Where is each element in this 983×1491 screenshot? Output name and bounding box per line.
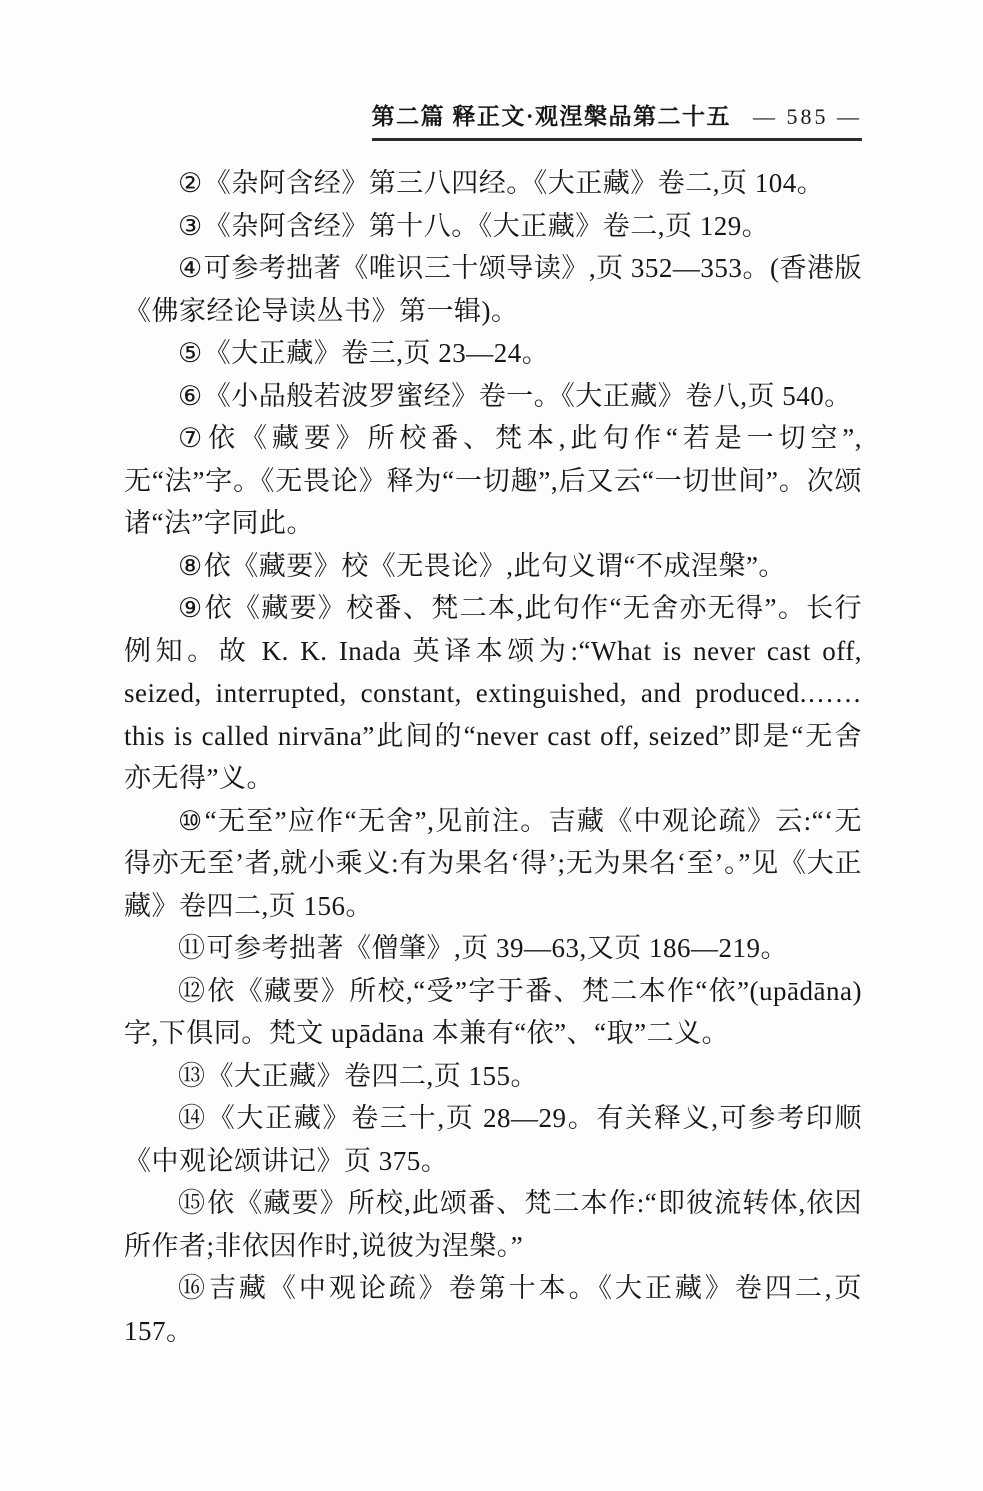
footnote-marker: ⑤ <box>178 338 203 368</box>
footnote-marker: ② <box>178 168 203 198</box>
chapter-title: 第二篇 释正文·观涅槃品第二十五 <box>371 104 731 129</box>
footnote-text: 依《藏要》校番、梵二本,此句作“无舍亦无得”。长行例知。故 K. K. Inada 英译本颂为:“What is never cast off, seized, interrupted, constant, extinguished, and produced.……this is called nirvāna”此间的“never cast off, seized”即是“无舍亦无得”义。 <box>124 593 862 793</box>
footnote-3 <box>124 205 862 248</box>
footnote-16 <box>124 1267 862 1352</box>
footnote-11 <box>124 927 862 970</box>
page-number: — 585 — <box>753 104 862 129</box>
footnote-4 <box>124 247 862 332</box>
footnote-marker: ⑩ <box>178 805 204 836</box>
footnote-marker: ⑭ <box>178 1103 207 1133</box>
footnote-text: 依《藏要》所校番、梵本,此句作“若是一切空”,无“法”字。《无畏论》释为“一切趣”,后又云“一切世间”。次颂诸“法”字同此。 <box>124 423 862 538</box>
footnote-marker: ⑦ <box>178 423 208 453</box>
footnote-marker: ⑬ <box>178 1060 206 1091</box>
footnote-15 <box>124 1182 862 1267</box>
running-header-row <box>0 98 862 141</box>
footnote-marker: ⑯ <box>178 1273 208 1303</box>
footnote-text: 《大正藏》卷三,页 23—24。 <box>203 338 550 368</box>
footnote-14 <box>124 1097 862 1182</box>
footnotes-block <box>124 162 862 1352</box>
footnote-marker: ⑪ <box>178 933 206 963</box>
footnote-marker: ⑥ <box>178 380 203 411</box>
footnote-text: 《小品般若波罗蜜经》卷一。《大正藏》卷八,页 540。 <box>203 380 852 411</box>
footnote-10 <box>124 800 862 928</box>
footnote-12 <box>124 970 862 1055</box>
footnote-13 <box>124 1055 862 1098</box>
footnote-marker: ④ <box>178 253 203 283</box>
footnote-text: 吉藏《中观论疏》卷第十本。《大正藏》卷四二,页 157。 <box>124 1273 863 1346</box>
footnote-text: 依《藏要》所校,“受”字于番、梵二本作“依”(upādāna)字,下俱同。梵文 upādāna 本兼有“依”、“取”二义。 <box>124 975 862 1048</box>
footnote-marker: ⑧ <box>178 550 203 581</box>
footnote-marker: ⑨ <box>178 593 204 623</box>
footnote-text: 依《藏要》所校,此颂番、梵二本作:“即彼流转体,依因所作者;非依因作时,说彼为涅槃。” <box>124 1188 863 1261</box>
footnote-text: 依《藏要》校《无畏论》,此句义谓“不成涅槃”。 <box>203 550 786 581</box>
footnote-text: 《大正藏》卷三十,页 28—29。有关释义,可参考印顺《中观论颂讲记》页 375。 <box>124 1103 863 1176</box>
footnote-text: 《杂阿含经》第十八。《大正藏》卷二,页 129。 <box>203 210 770 241</box>
footnote-text: 《杂阿含经》第三八四经。《大正藏》卷二,页 104。 <box>203 168 825 198</box>
footnote-5 <box>124 332 862 375</box>
footnote-8 <box>124 545 862 588</box>
footnote-2 <box>124 162 862 205</box>
footnote-6 <box>124 375 862 418</box>
footnote-text: 可参考拙著《唯识三十颂导读》,页 352—353。(香港版《佛家经论导读丛书》第一辑)。 <box>124 253 862 326</box>
footnote-marker: ⑮ <box>178 1188 207 1218</box>
footnote-text: 《大正藏》卷四二,页 155。 <box>206 1060 538 1091</box>
footnote-marker: ⑫ <box>178 975 207 1006</box>
footnote-9 <box>124 587 862 800</box>
footnote-text: 可参考拙著《僧肇》,页 39—63,又页 186—219。 <box>206 933 788 963</box>
footnote-text: “无至”应作“无舍”,见前注。吉藏《中观论疏》云:“‘无得亦无至’者,就小乘义:有为果名‘得’;无为果名‘至’。”见《大正藏》卷四二,页 156。 <box>124 805 862 921</box>
running-header <box>372 98 862 141</box>
footnote-marker: ③ <box>178 210 203 241</box>
footnote-7 <box>124 417 862 545</box>
